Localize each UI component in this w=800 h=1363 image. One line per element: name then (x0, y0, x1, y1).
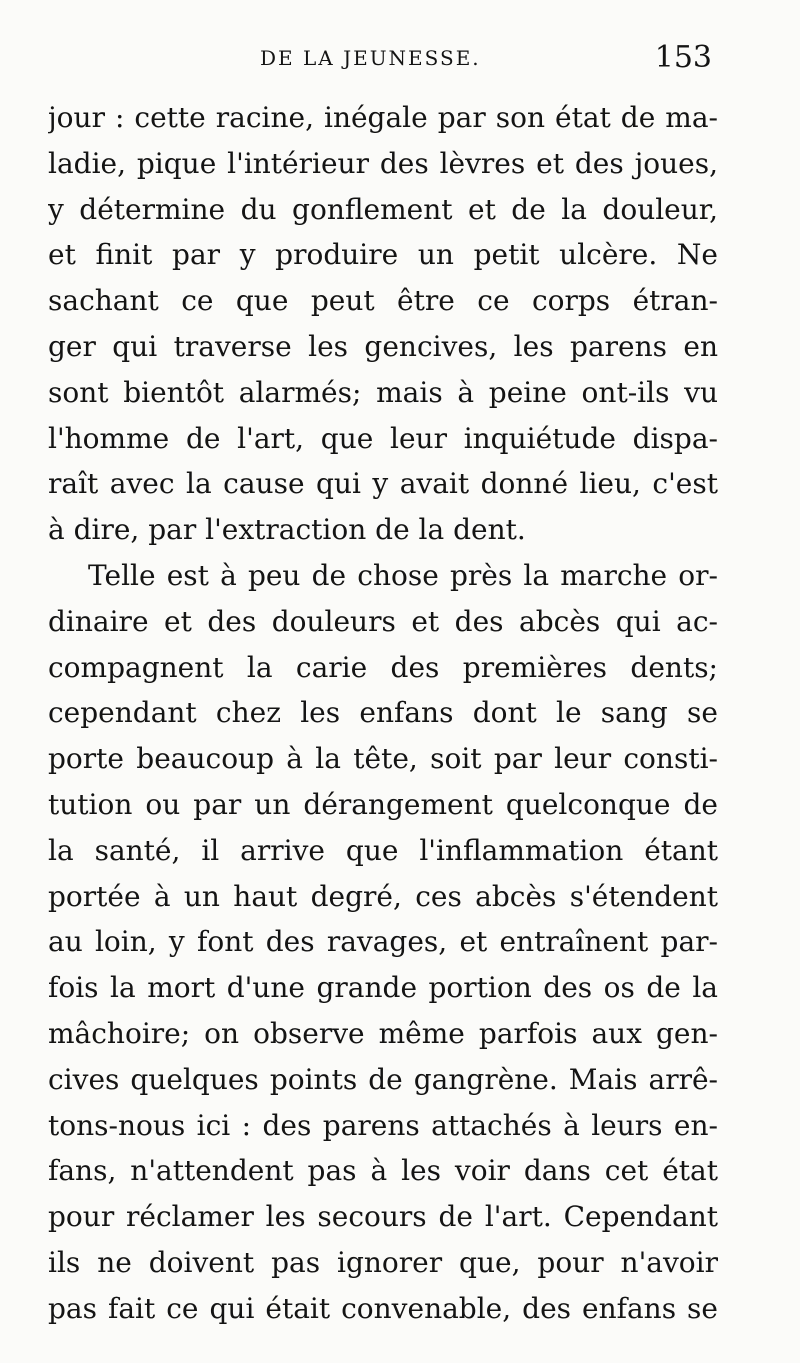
text-line: pas fait ce qui était convenable, des enfans se (48, 1291, 718, 1325)
text-line: tution ou par un dérangement quelconque de (48, 787, 718, 821)
text-line: et finit par y produire un petit ulcère. Ne (48, 238, 718, 272)
running-title: DE LA JEUNESSE. (260, 46, 481, 70)
text-line: ger qui traverse les gencives, les parens en (48, 329, 718, 363)
text-line: ladie, pique l'intérieur des lèvres et des joues, (48, 146, 718, 180)
text-line: raît avec la cause qui y avait donné lieu, c'est (48, 467, 718, 501)
text-line: l'homme de l'art, que leur inquiétude dispa- (48, 421, 718, 455)
paragraph-first-line: Telle est à peu de chose près la marche or- (88, 558, 718, 592)
text-line: dinaire et des douleurs et des abcès qui ac- (48, 604, 718, 638)
text-line: ils ne doivent pas ignorer que, pour n'avoir (48, 1245, 718, 1279)
text-line: sachant ce que peut être ce corps étran- (48, 284, 718, 318)
text-line: la santé, il arrive que l'inflammation étant (48, 833, 718, 867)
text-line: sont bientôt alarmés; mais à peine ont-ils vu (48, 375, 718, 409)
text-line: mâchoire; on observe même parfois aux gen- (48, 1016, 718, 1050)
page-header (48, 40, 712, 84)
paragraph-end-line: à dire, par l'extraction de la dent. (48, 513, 526, 547)
text-line: cives quelques points de gangrène. Mais arrê- (48, 1062, 718, 1096)
text-line: au loin, y font des ravages, et entraînent par- (48, 925, 718, 959)
text-line: cependant chez les enfans dont le sang se (48, 696, 718, 730)
text-line: tons-nous ici : des parens attachés à leurs en- (48, 1108, 718, 1142)
text-line: fans, n'attendent pas à les voir dans cet état (48, 1154, 718, 1188)
body-text (48, 95, 718, 1332)
text-line: jour : cette racine, inégale par son état de ma- (48, 101, 718, 134)
page-number: 153 (654, 40, 712, 75)
text-line: y détermine du gonflement et de la douleur, (48, 192, 718, 226)
text-line: fois la mort d'une grande portion des os de la (48, 971, 718, 1005)
text-line: compagnent la carie des premières dents; (48, 650, 718, 684)
text-line: pour réclamer les secours de l'art. Cependant (48, 1200, 718, 1234)
text-line: porte beaucoup à la tête, soit par leur consti- (48, 742, 718, 776)
text-line: portée à un haut degré, ces abcès s'étendent (48, 879, 718, 913)
